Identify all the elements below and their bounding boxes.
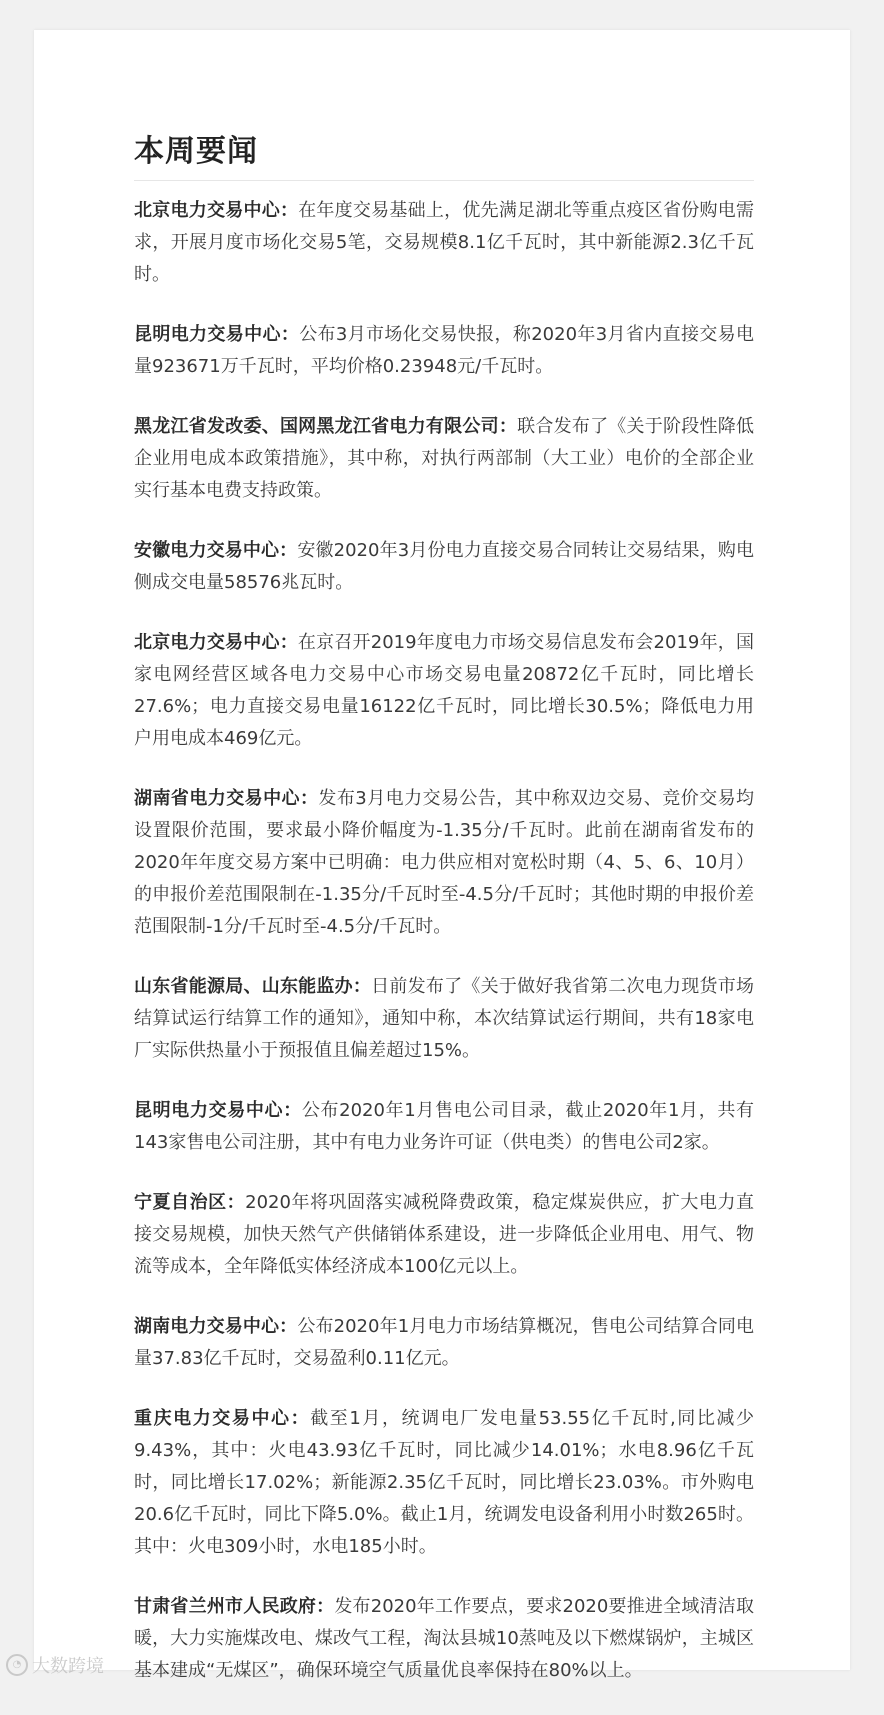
article-content: [134, 126, 754, 1715]
news-item: [134, 411, 754, 507]
news-text: 日前发布了《关于做好我省第二次电力现货市场结算试运行结算工作的通知》，通知中称，本次结算试运行期间，共有18家电厂实际供热量小于预报值且偏差超过15%。: [134, 976, 755, 1061]
news-item: [134, 1591, 754, 1687]
news-text: 在京召开2019年度电力市场交易信息发布会2019年，国家电网经营区域各电力交易中心市场交易电量20872亿千瓦时，同比增长27.6%；电力直接交易电量16122亿千瓦时，同比增长30.5%；降低电力用户用电成本469亿元。: [134, 632, 754, 749]
news-source: 北京电力交易中心：: [134, 200, 299, 221]
news-source: 湖南省电力交易中心：: [134, 788, 319, 809]
news-source: 山东省能源局、山东能监办：: [134, 976, 372, 997]
news-source: 北京电力交易中心：: [134, 632, 298, 653]
news-text: 发布3月电力交易公告，其中称双边交易、竞价交易均设置限价范围，要求最小降价幅度为-1.35分/千瓦时。此前在湖南省发布的2020年年度交易方案中已明确：电力供应相对宽松时期（4、5、6、10月）的申报价差范围限制在-1.35分/千瓦时至-4.5分/千瓦时；其他时期的申报价差范围限制-1分/千瓦时至-4.5分/千瓦时。: [134, 788, 755, 937]
news-source: 湖南电力交易中心：: [134, 1316, 298, 1337]
news-list: [134, 195, 754, 1687]
news-source: 安徽电力交易中心：: [134, 540, 298, 561]
news-item: [134, 1095, 754, 1159]
news-item: [134, 1187, 754, 1283]
news-item: [134, 195, 754, 291]
news-item: [134, 783, 754, 943]
news-source: 黑龙江省发改委、国网黑龙江省电力有限公司：: [134, 416, 518, 437]
watermark-logo-icon: ◔: [6, 1654, 28, 1676]
news-text: 公布3月市场化交易快报，称2020年3月省内直接交易电量923671万千瓦时，平均价格0.23948元/千瓦时。: [134, 324, 755, 377]
watermark: [6, 1652, 104, 1678]
news-item: [134, 1311, 754, 1375]
news-text: 在年度交易基础上，优先满足湖北等重点疫区省份购电需求，开展月度市场化交易5笔，交易规模8.1亿千瓦时，其中新能源2.3亿千瓦时。: [134, 200, 755, 285]
news-source: 昆明电力交易中心：: [134, 1100, 302, 1121]
news-item: [134, 1403, 754, 1563]
watermark-text: 大数跨境: [32, 1656, 104, 1677]
news-text: 发布2020年工作要点，要求2020要推进全域清洁取暖，大力实施煤改电、煤改气工程，淘汰县城10蒸吨及以下燃煤锅炉，主城区基本建成“无煤区”，确保环境空气质量优良率保持在80%以上。: [134, 1596, 754, 1681]
news-text: 安徽2020年3月份电力直接交易合同转让交易结果，购电侧成交电量58576兆瓦时。: [134, 540, 755, 593]
news-text: 公布2020年1月电力市场结算概况，售电公司结算合同电量37.83亿千瓦时，交易盈利0.11亿元。: [134, 1316, 755, 1369]
news-text: 联合发布了《关于阶段性降低企业用电成本政策措施》，其中称，对执行两部制（大工业）电价的全部企业实行基本电费支持政策。: [134, 416, 755, 501]
news-text: 公布2020年1月售电公司目录，截止2020年1月，共有143家售电公司注册，其中有电力业务许可证（供电类）的售电公司2家。: [134, 1100, 754, 1153]
news-item: [134, 971, 754, 1067]
news-item: [134, 319, 754, 383]
page-title: 本周要闻: [134, 126, 754, 181]
article-card: [34, 30, 850, 1681]
news-item: [134, 627, 754, 755]
news-source: 昆明电力交易中心：: [134, 324, 300, 345]
news-text: 2020年将巩固落实减税降费政策，稳定煤炭供应，扩大电力直接交易规模，加快天然气产供储销体系建设，进一步降低企业用电、用气、物流等成本，全年降低实体经济成本100亿元以上。: [134, 1192, 755, 1277]
news-source: 甘肃省兰州市人民政府：: [134, 1596, 335, 1617]
news-text: 截至1月，统调电厂发电量53.55亿千瓦时,同比减少9.43%，其中：火电43.93亿千瓦时，同比减少14.01%；水电8.96亿千瓦时，同比增长17.02%；新能源2.35亿千瓦时，同比增长23.03%。市外购电20.6亿千瓦时，同比下降5.0%。截止1月，统调发电设备利用小时数265时。其中：火电309小时，水电185小时。: [134, 1408, 755, 1557]
news-source: 重庆电力交易中心：: [134, 1408, 311, 1429]
news-source: 宁夏自治区：: [134, 1192, 246, 1213]
news-item: [134, 535, 754, 599]
